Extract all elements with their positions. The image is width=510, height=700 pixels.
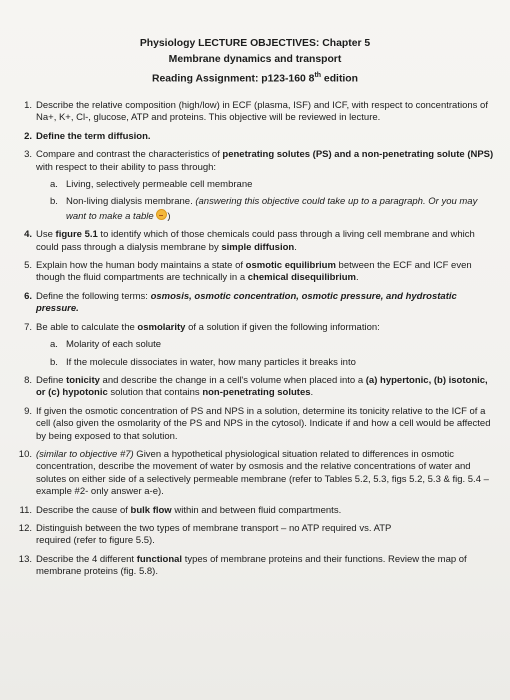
smiley-emoji-icon [156,209,167,220]
objectives-list [10,100,498,585]
header-subtitle: Membrane dynamics and transport [168,54,342,65]
objective-6: 6. Define the following terms: osmosis, osmotic concentration, osmotic pressure, and hydrostatic pressure. [24,290,457,315]
objective-3b: b. Non-living dialysis membrane. (answering this objective could take up to a paragraph. Or you may want to make a table ) [50,196,478,222]
objective-7b: b. If the molecule dissociates in water, how many particles it breaks into [50,356,356,368]
objective-8: 8. Define tonicity and describe the change in a cell's volume when placed into a (a) hypertonic, (b) isotonic, or (c) hypotonic solution that contains non-penetrating solutes. [24,374,488,399]
objective-3a: a. Living, selectively permeable cell membrane [50,179,253,191]
document-header [0,36,510,87]
objective-12: 12. Distinguish between the two types of membrane transport – no ATP required vs. ATP required (refer to figure 5.5). [18,522,392,547]
objective-9: 9. If given the osmotic concentration of PS and NPS in a solution, determine its tonicity relative to the ICF of a cell (also given the osmolarity of the PS and NPS in the cytosol). Indicate if and how a cell would be affected by being exposed to that solution. [24,405,491,442]
header-reading-assignment: Reading Assignment: p123-160 8th edition [151,72,358,85]
objective-4: 4. Use figure 5.1 to identify which of those chemicals could pass through a living cell membrane and which could pass through a dialysis membrane by simple diffusion. [24,229,475,253]
objective-5: 5. Explain how the human body maintains a state of osmotic equilibrium between the ECF and ICF even though the fluid compartments are technically in a chemical disequilibrium. [24,260,472,284]
objective-10: 10. (similar to objective #7) Given a hypothetical physiological situation related to differences in osmotic concentration, describe the movement of water by osmosis and the relative concentrations of water and solutes on either side of a selectively permeable membrane (refer to Tables 5.2, 5.3, figs 5.2, 5.3 & fig. 5.4 – example #2- only answer a-e). [18,448,489,498]
objective-7a: a. Molarity of each solute [50,339,162,351]
objective-3: 3. Compare and contrast the characteristics of penetrating solutes (PS) and a non-penetrating solute (NPS) with respect to their ability to pass through: a. Living, selectively permeable cell membrane b. Non-living dialysis membrane. (answering this objective could take up to a paragraph. Or you may want to make a table ) [10,149,498,223]
objective-2: 2. Define the term diffusion. [24,130,151,142]
objective-7: 7. Be able to calculate the osmolarity of a solution if given the following information: a. Molarity of each solute b. If the molecule dissociates in water, how many particles it breaks into [10,322,498,369]
header-title: Physiology LECTURE OBJECTIVES: Chapter 5 [139,38,371,49]
objective-13: 13. Describe the 4 different functional types of membrane proteins and their functions. Review the map of membrane proteins (fig. 5.8). [18,553,467,578]
objective-11: 11. Describe the cause of bulk flow within and between fluid compartments. [19,504,342,516]
objective-1: 1. Describe the relative composition (high/low) in ECF (plasma, ISF) and ICF, with respect to concentrations of Na+, K+, Cl-, glucose, ATP and proteins. This objective will be reviewed in lecture. [24,100,488,124]
